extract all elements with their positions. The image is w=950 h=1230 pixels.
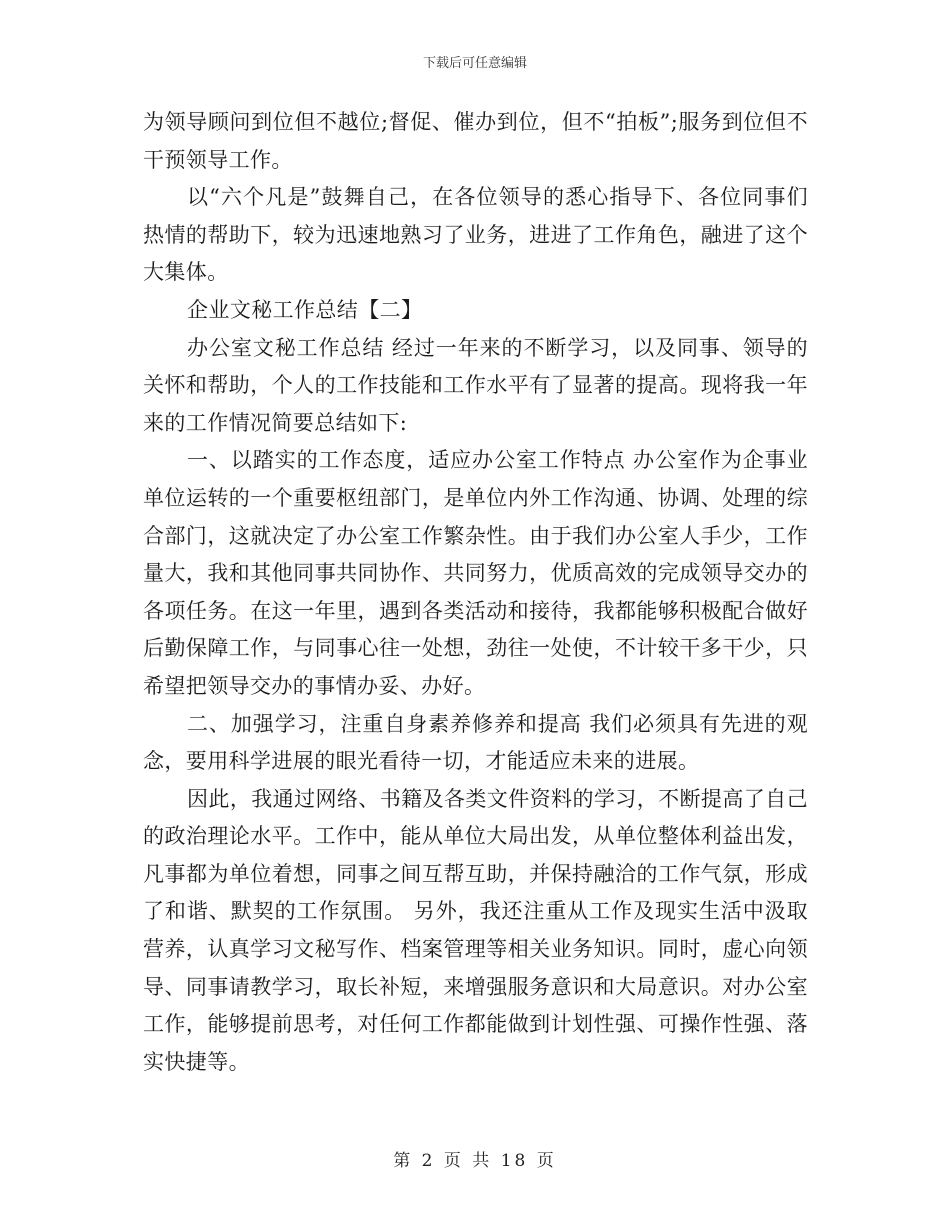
paragraph: 二、加强学习，注重自身素养修养和提高 我们必须具有先进的观念，要用科学进展的眼光看待一切，才能适应未来的进展。 (143, 711, 808, 774)
paragraph: 以“六个凡是”鼓舞自己，在各位领导的悉心指导下、各位同事们热情的帮助下，较为迅速地熟习了业务，进进了工作角色，融进了这个大集体。 (143, 185, 808, 285)
header-note: 下载后可任意编辑 (422, 56, 527, 71)
page-number-footer: 第 2 页 共 18 页 (393, 1151, 557, 1171)
paragraph: 为领导顾问到位但不越位;督促、催办到位，但不“拍板”;服务到位但不干预领导工作。 (143, 110, 808, 172)
paragraph: 一、以踏实的工作态度，适应办公室工作特点 办公室作为企事业单位运转的一个重要枢纽部门，是单位内外工作沟通、协调、处理的综合部门，这就决定了办公室工作繁杂性。由于我们办公室人手少，工作量大，我和其他同事共同协作、共同努力，优质高效的完成领导交办的各项任务。在这一年里，遇到各类活动和接待，我都能够积极配合做好后勤保障工作，与同事心往一处想，劲往一处使，不计较干多干少，只希望把领导交办的事情办妥、办好。 (143, 448, 808, 698)
paragraph: 因此，我通过网络、书籍及各类文件资料的学习，不断提高了自己的政治理论水平。工作中，能从单位大局出发，从单位整体利益出发，凡事都为单位着想，同事之间互帮互助，并保持融洽的工作气氛，形成了和谐、默契的工作氛围。 另外，我还注重从工作及现实生活中汲取营养，认真学习文秘写作、档案管理等相关业务知识。同时，虚心向领导、同事请教学习，取长补短，来增强服务意识和大局意识。对办公室工作，能够提前思考，对任何工作都能做到计划性强、可操作性强、落实快捷等。 (143, 786, 808, 1074)
section-heading: 企业文秘工作总结【二】 (187, 297, 423, 322)
body-text (143, 104, 808, 1081)
paragraph: 办公室文秘工作总结 经过一年来的不断学习，以及同事、领导的关怀和帮助，个人的工作技能和工作水平有了显著的提高。现将我一年来的工作情况简要总结如下: (143, 335, 808, 435)
